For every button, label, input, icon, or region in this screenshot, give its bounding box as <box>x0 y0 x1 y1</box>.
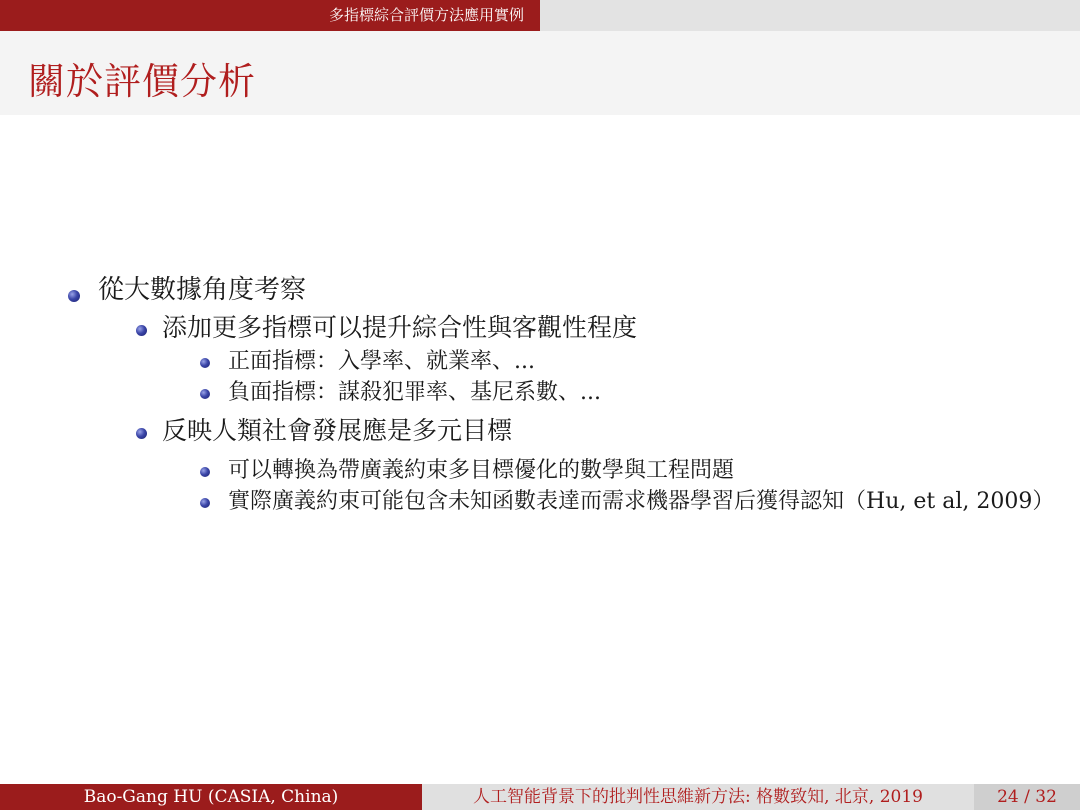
footer-talk-title: 人工智能背景下的批判性思維新方法: 格數致知, 北京, 2019 <box>422 784 974 810</box>
list-item <box>64 272 1054 309</box>
bullet-text: 反映人類社會發展應是多元目標 <box>162 416 513 445</box>
footline <box>0 784 1080 810</box>
list-item <box>64 486 1054 517</box>
list-item <box>64 455 1054 486</box>
bullet-text: 添加更多指標可以提升綜合性與客觀性程度 <box>162 313 638 342</box>
bullet-text: 從大數據角度考察 <box>98 275 307 305</box>
headline-bar <box>0 0 1080 31</box>
bullet-text: 可以轉換為帶廣義約束多目標優化的數學與工程問題 <box>228 458 735 483</box>
frame-title-bar <box>0 31 1080 115</box>
bullet-text: 負面指標：謀殺犯罪率、基尼系數、... <box>228 380 601 405</box>
slide-content <box>64 272 1054 517</box>
bullet-ball-icon <box>200 358 210 368</box>
list-item <box>64 377 1054 408</box>
bullet-ball-icon <box>136 428 147 439</box>
list-item <box>64 346 1054 377</box>
bullet-ball-icon <box>136 325 147 336</box>
footer-author: Bao-Gang HU (CASIA, China) <box>0 784 422 810</box>
bullet-text: 正面指標：入學率、就業率、... <box>228 349 535 374</box>
page-title: 關於評價分析 <box>28 60 256 103</box>
list-item <box>64 412 1054 449</box>
bullet-ball-icon <box>200 467 210 477</box>
bullet-ball-icon <box>68 290 80 302</box>
list-item <box>64 309 1054 346</box>
bullet-ball-icon <box>200 389 210 399</box>
page-number: 24 / 32 <box>974 784 1080 810</box>
section-title: 多指標綜合評價方法應用實例 <box>0 0 540 31</box>
bullet-text: 實際廣義約束可能包含未知函數表達而需求機器學習后獲得認知（Hu, et al, 2009） <box>228 489 1055 514</box>
bullet-ball-icon <box>200 498 210 508</box>
